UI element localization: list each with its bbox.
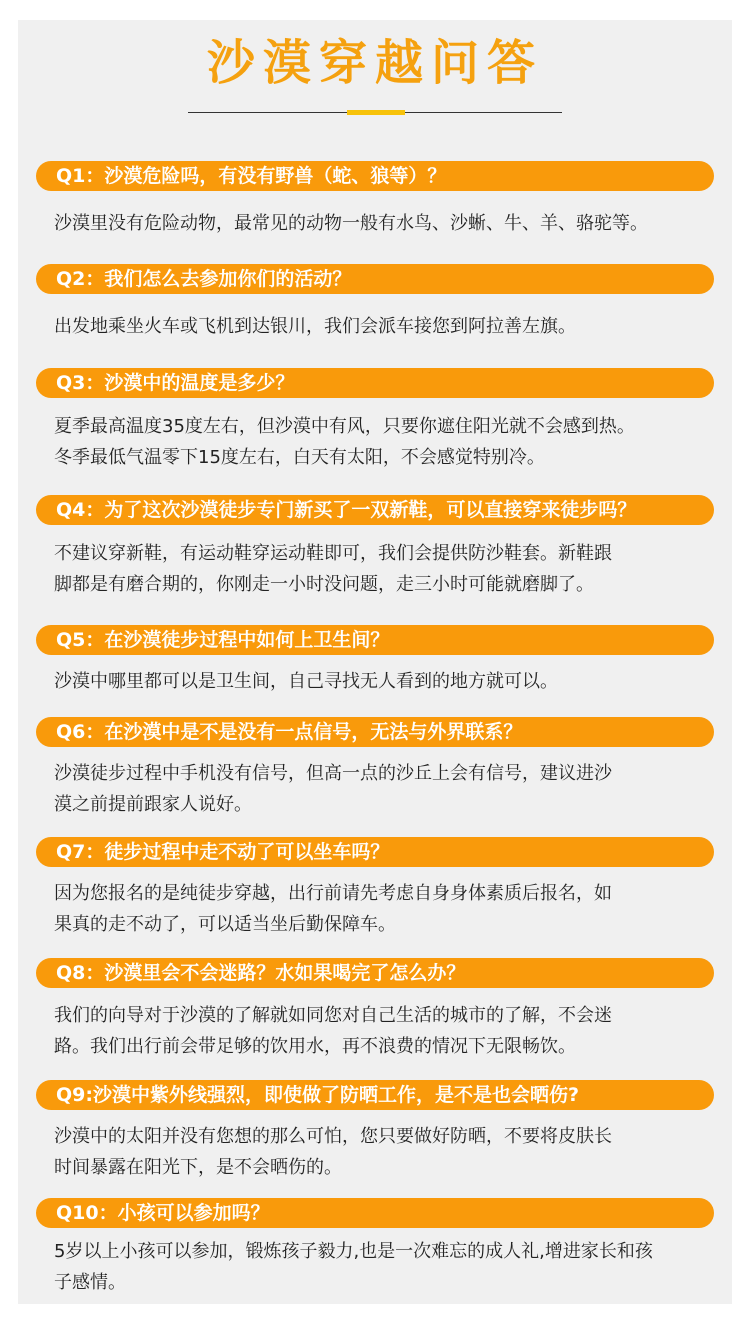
question-4: Q4：为了这次沙漠徒步专门新买了一双新鞋，可以直接穿来徒步吗？ <box>36 495 714 525</box>
answer-10 <box>54 1236 734 1298</box>
question-2: Q2：我们怎么去参加你们的活动？ <box>36 264 714 294</box>
answer-6-line-1: 沙漠徒步过程中手机没有信号，但高一点的沙丘上会有信号，建议进沙 <box>54 763 612 784</box>
answer-6-line-2: 漠之前提前跟家人说好。 <box>54 794 252 815</box>
answer-6 <box>54 758 734 820</box>
answer-2-line-1: 出发地乘坐火车或飞机到达银川，我们会派车接您到阿拉善左旗。 <box>54 316 576 337</box>
answer-5-line-1: 沙漠中哪里都可以是卫生间，自己寻找无人看到的地方就可以。 <box>54 671 558 692</box>
answer-9-line-1: 沙漠中的太阳并没有您想的那么可怕，您只要做好防晒，不要将皮肤长 <box>54 1126 612 1147</box>
answer-8-line-2: 路。我们出行前会带足够的饮用水，再不浪费的情况下无限畅饮。 <box>54 1036 576 1057</box>
answer-8 <box>54 1000 734 1062</box>
question-6: Q6：在沙漠中是不是没有一点信号，无法与外界联系？ <box>36 717 714 747</box>
page-title: 沙漠穿越问答 <box>206 35 543 91</box>
question-8: Q8：沙漠里会不会迷路？水如果喝完了怎么办？ <box>36 958 714 988</box>
answer-2 <box>54 311 734 342</box>
question-7: Q7：徒步过程中走不动了可以坐车吗？ <box>36 837 714 867</box>
answer-9-line-2: 时间暴露在阳光下，是不会晒伤的。 <box>54 1157 342 1178</box>
answer-7-line-2: 果真的走不动了，可以适当坐后勤保障车。 <box>54 914 396 935</box>
answer-1-line-1: 沙漠里没有危险动物，最常见的动物一般有水鸟、沙蜥、牛、羊、骆驼等。 <box>54 213 648 234</box>
answer-4-line-1: 不建议穿新鞋，有运动鞋穿运动鞋即可，我们会提供防沙鞋套。新鞋跟 <box>54 543 612 564</box>
answer-4-line-2: 脚都是有磨合期的，你刚走一小时没问题，走三小时可能就磨脚了。 <box>54 574 594 595</box>
question-3: Q3：沙漠中的温度是多少？ <box>36 368 714 398</box>
answer-10-line-2: 子感情。 <box>54 1272 126 1293</box>
answer-3-line-2: 冬季最低气温零下15度左右，白天有太阳，不会感觉特别冷。 <box>54 447 545 468</box>
question-5: Q5：在沙漠徒步过程中如何上卫生间？ <box>36 625 714 655</box>
answer-4 <box>54 538 734 600</box>
title-accent-bar <box>347 110 405 115</box>
answer-3-line-1: 夏季最高温度35度左右，但沙漠中有风，只要你遮住阳光就不会感到热。 <box>54 416 635 437</box>
answer-8-line-1: 我们的向导对于沙漠的了解就如同您对自己生活的城市的了解，不会迷 <box>54 1005 612 1026</box>
answer-7 <box>54 878 734 940</box>
question-1: Q1：沙漠危险吗，有没有野兽（蛇、狼等）？ <box>36 161 714 191</box>
answer-7-line-1: 因为您报名的是纯徒步穿越，出行前请先考虑自身身体素质后报名，如 <box>54 883 612 904</box>
answer-1 <box>54 208 734 239</box>
question-9: Q9:沙漠中紫外线强烈，即使做了防晒工作，是不是也会晒伤? <box>36 1080 714 1110</box>
answer-3 <box>54 411 734 473</box>
answer-10-line-1: 5岁以上小孩可以参加，锻炼孩子毅力,也是一次难忘的成人礼,增进家长和孩 <box>54 1241 653 1262</box>
answer-5 <box>54 666 734 697</box>
answer-9 <box>54 1121 734 1183</box>
question-10: Q10：小孩可以参加吗？ <box>36 1198 714 1228</box>
